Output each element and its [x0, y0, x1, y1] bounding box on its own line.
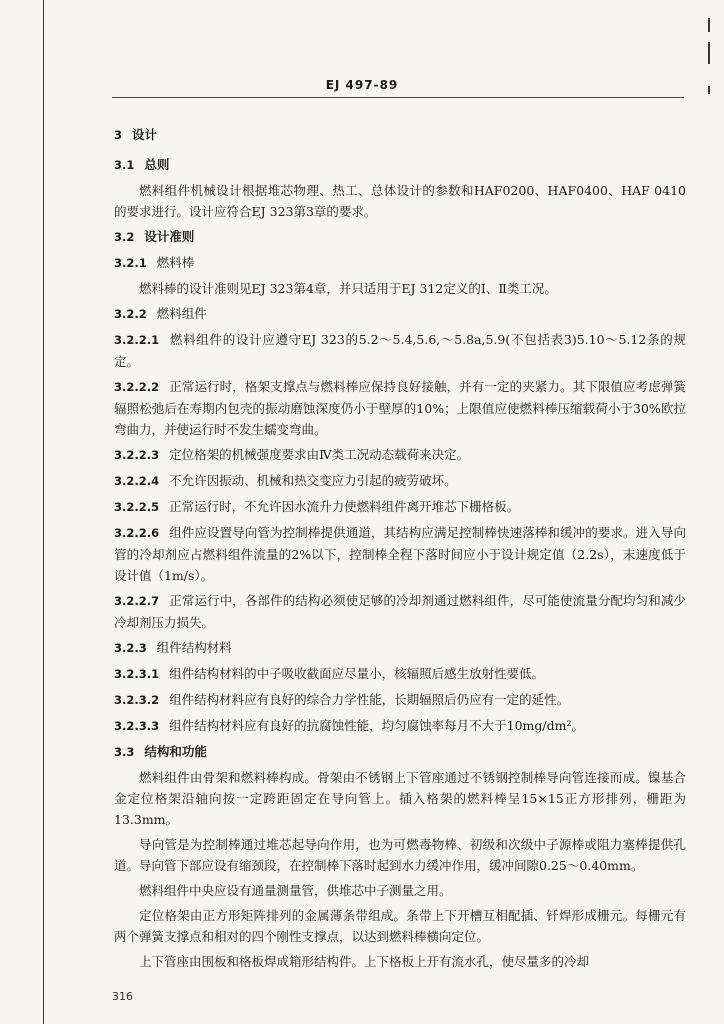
- paragraph: 导向管是为控制棒通过堆芯起导向作用，也为可燃毒物棒、初级和次级中子源棒或阻力塞棒提供孔道。导向管下部应设有缩颈段，在控制棒下落时起到水力缓冲作用，缓冲间隙0.25～0.40mm。: [114, 837, 686, 873]
- page-number: 316: [112, 990, 133, 1003]
- section-heading: [114, 303, 686, 325]
- clause: [114, 329, 686, 372]
- clause: [114, 496, 686, 518]
- section-heading: [114, 226, 686, 248]
- clause: [114, 444, 686, 466]
- clause: [114, 522, 686, 586]
- clause-number: 3.2.2.7: [114, 594, 160, 608]
- scan-edge-mark: [708, 42, 710, 64]
- clause-text: 正常运行中，各部件的结构必须使足够的冷却剂通过燃料组件，尽可能使流量分配均匀和减少冷却剂压力损失。: [114, 593, 686, 630]
- section-heading: [114, 741, 686, 763]
- document-body: [114, 122, 686, 972]
- section-title: 设计准则: [144, 229, 195, 244]
- section-title: 燃料棒: [156, 255, 195, 270]
- section-title: 设计: [132, 127, 158, 142]
- section-heading: [114, 154, 686, 176]
- clause-number: 3.2.2.2: [114, 380, 160, 394]
- paragraph: 燃料组件由骨架和燃料棒构成。骨架由不锈钢上下管座通过不锈钢控制棒导向管连接而成。镍基合金定位格架沿轴向按一定跨距固定在导向管上。插入格架的燃料棒呈15×15正方形排列，栅距为13.3mm。: [114, 770, 686, 827]
- scan-edge-mark: [708, 18, 710, 32]
- clause-text: 组件结构材料应有良好的综合力学性能，长期辐照后仍应有一定的延性。: [169, 692, 570, 707]
- clause-number: 3.2.3.3: [114, 719, 160, 733]
- header-rule: [112, 97, 684, 98]
- clause-number: 3.2.2.5: [114, 500, 160, 514]
- clause-text: 组件应设置导向管为控制棒提供通道，其结构应满足控制棒快速落棒和缓冲的要求。进入导向管的冷却剂应占燃料组件流量的2%以下，控制棒全程下落时间应小于设计规定值（2.2s），末速度低于设计值（1m/s）。: [114, 525, 686, 583]
- clause-text: 正常运行时，格架支撑点与燃料棒应保持良好接触，并有一定的夹紧力。其下限值应考虑弹簧辐照松弛后在寿期内包壳的振动磨蚀深度仍小于壁厚的10%；上限值应使燃料棒压缩载荷小于30%欧拉弯曲力，并使运行时不发生蠕变弯曲。: [114, 379, 686, 437]
- clause-text: 不允许因振动、机械和热交变应力引起的疲劳破坏。: [169, 473, 457, 488]
- section-number: 3.2.3: [114, 641, 147, 655]
- section-title: 组件结构材料: [156, 640, 232, 655]
- clause-number: 3.2.3.1: [114, 667, 160, 681]
- clause: [114, 470, 686, 492]
- section-title: 总则: [144, 157, 170, 172]
- section-heading: [114, 252, 686, 274]
- clause: [114, 376, 686, 440]
- clause: [114, 590, 686, 633]
- clause-number: 3.2.2.6: [114, 526, 160, 540]
- clause: [114, 715, 686, 737]
- clause-number: 3.2.2.3: [114, 448, 160, 462]
- section-number: 3.2: [114, 230, 135, 244]
- section-number: 3: [114, 128, 123, 142]
- paragraph: 上下管座由围板和格板焊成箱形结构件。上下格板上开有流水孔，使尽量多的冷却: [139, 954, 590, 969]
- section-number: 3.1: [114, 158, 135, 172]
- section-heading: [114, 124, 686, 146]
- clause-text: 组件结构材料的中子吸收截面应尽量小，核辐照后感生放射性要低。: [169, 666, 545, 681]
- clause-number: 3.2.3.2: [114, 693, 160, 707]
- paragraph: 燃料组件机械设计根据堆芯物理、热工、总体设计的参数和HAF0200、HAF0400、HAF 0410的要求进行。设计应符合EJ 323第3章的要求。: [114, 183, 686, 219]
- section-title: 结构和功能: [144, 744, 207, 759]
- section-number: 3.2.2: [114, 307, 147, 321]
- clause-number: 3.2.2.1: [114, 333, 160, 347]
- clause-text: 正常运行时，不允许因水流升力使燃料组件离开堆芯下栅格板。: [169, 499, 520, 514]
- clause: [114, 663, 686, 685]
- clause-text: 组件结构材料应有良好的抗腐蚀性能，均匀腐蚀率每月不大于10mg/dm²。: [169, 718, 584, 733]
- clause-text: 燃料组件的设计应遵守EJ 323的5.2～5.4,5.6,～5.8a,5.9(不包括表3)5.10～5.12条的规定。: [114, 332, 686, 369]
- section-title: 燃料组件: [156, 306, 207, 321]
- page-header: EJ 497-89: [325, 78, 399, 92]
- section-number: 3.2.1: [114, 256, 147, 270]
- scan-margin-line: [43, 0, 44, 1024]
- paragraph: 燃料棒的设计准则见EJ 323第4章，并只适用于EJ 312定义的Ⅰ、Ⅱ类工况。: [139, 281, 557, 296]
- clause-number: 3.2.2.4: [114, 474, 160, 488]
- clause-text: 定位格架的机械强度要求由Ⅳ类工况动态载荷来决定。: [169, 447, 470, 462]
- paragraph: 燃料组件中央应设有通量测量管，供堆芯中子测量之用。: [139, 883, 452, 898]
- section-number: 3.3: [114, 745, 135, 759]
- section-heading: [114, 637, 686, 659]
- clause: [114, 689, 686, 711]
- paragraph: 定位格架由正方形矩阵排列的金属薄条带组成。条带上下开槽互相配插、钎焊形成栅元。每栅元有两个弹簧支撑点和相对的四个刚性支撑点，以达到燃料棒横向定位。: [114, 908, 686, 944]
